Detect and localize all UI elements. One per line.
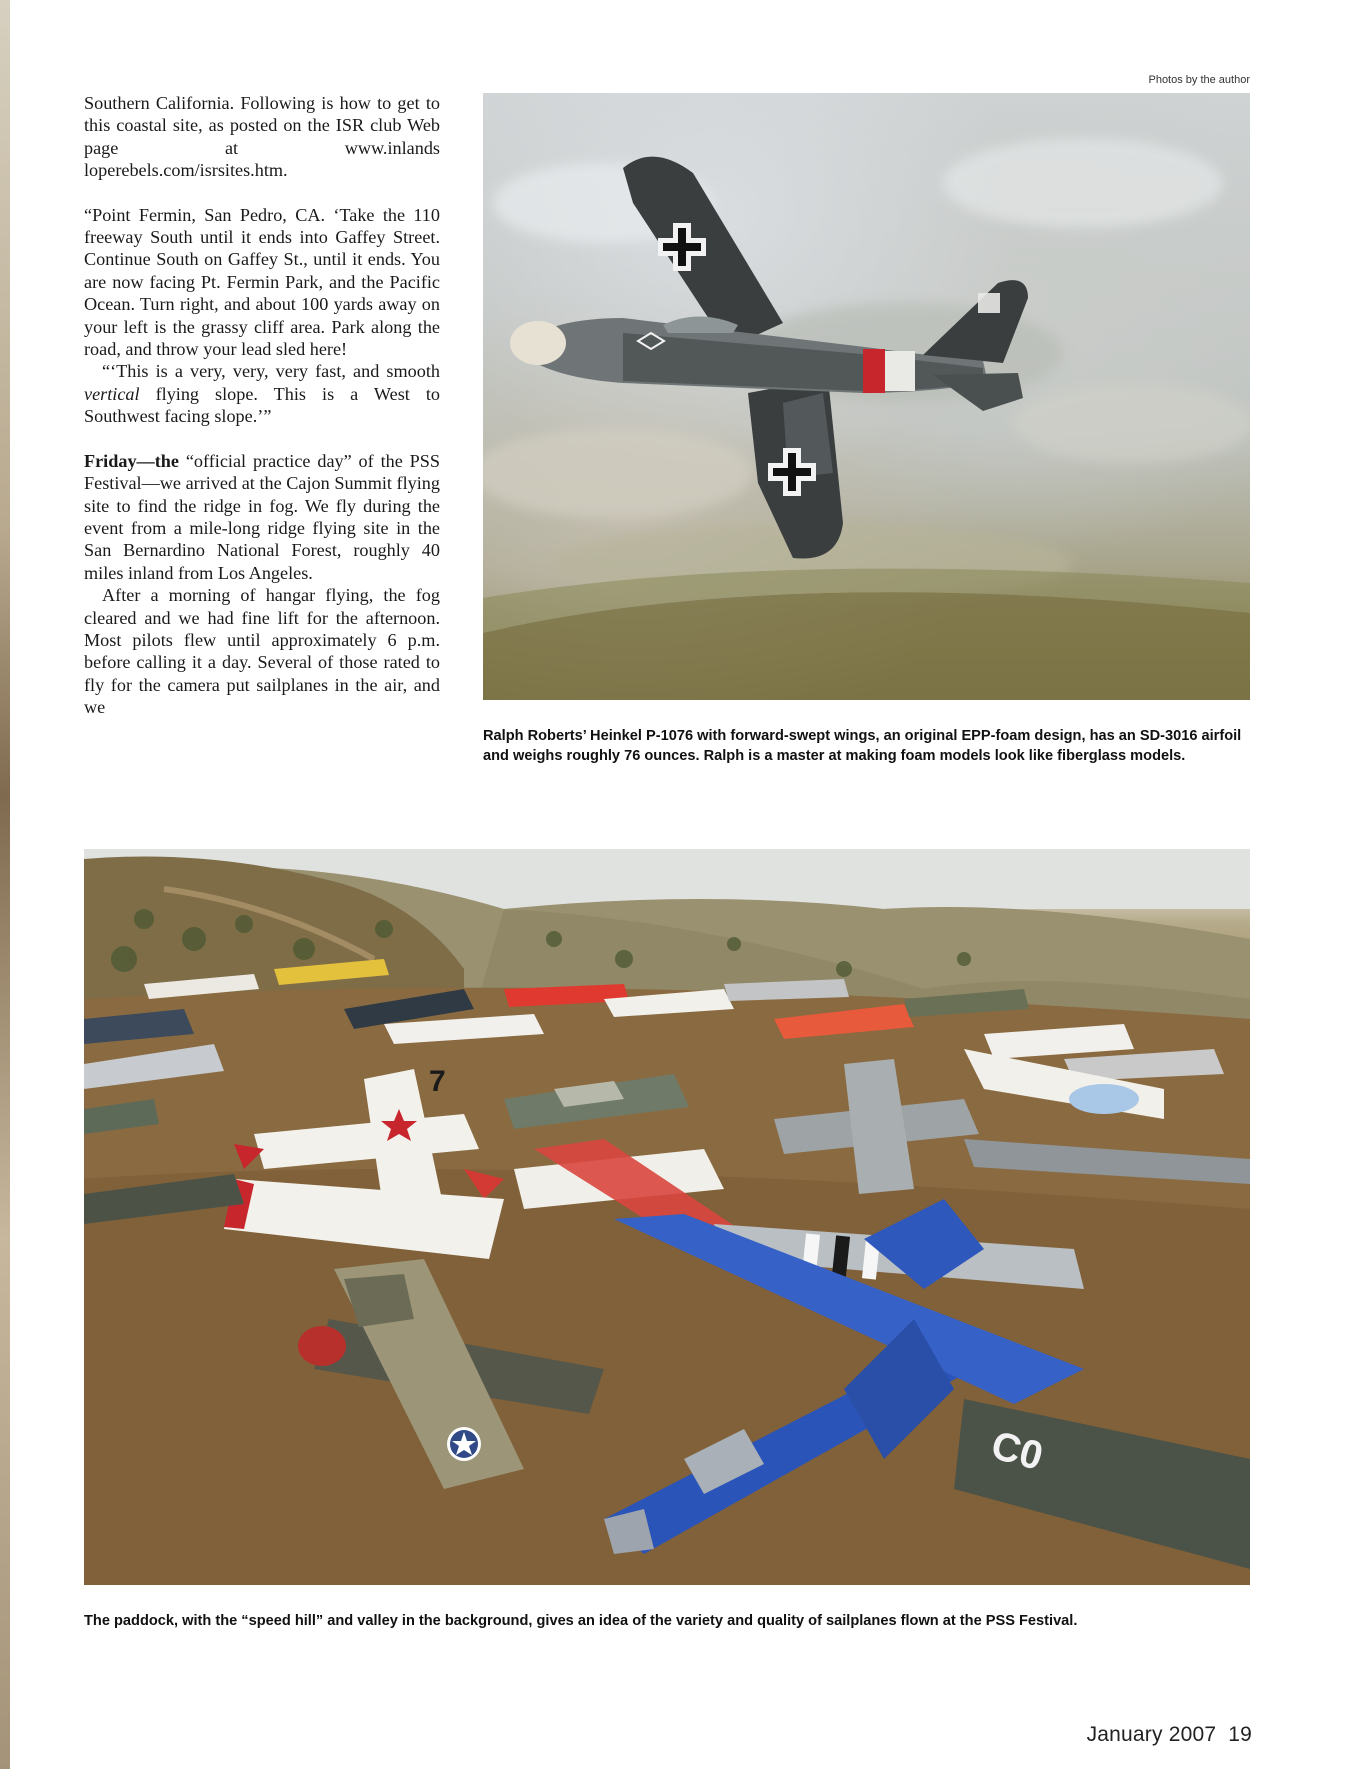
paragraph-afternoon: After a morning of hangar flying, the fog cleared and we had fine lift for the afternoon. Most pilots flew until approximately 6 p.m. before calling it a day. Several of those rated to fly for the camera put sailplanes in the air, and we (84, 585, 440, 718)
paragraph-quote-slope (84, 360, 440, 427)
photo-credit: Photos by the author (1148, 74, 1250, 86)
paddock-illustration (84, 849, 1250, 1585)
tail-code-label: C0 (986, 1423, 1048, 1479)
page-edge-strip (0, 0, 10, 1769)
paragraph-intro: Southern California. Following is how to get to this coastal site, as posted on the ISR club Web page at www.inlands loperebels.com/isrsites.htm. (84, 93, 440, 181)
friday-body: “official practice day” of the PSS Festival—we arrived at the Cajon Summit flying site to find the ridge in fog. We fly during the event from a mile-long ridge flying site in the San Bernardino National Forest, roughly 40 miles inland from Los Angeles. (84, 450, 440, 583)
photo-paddock (84, 849, 1250, 1585)
friday-lead: Friday—the (84, 450, 179, 471)
quote-emphasis: vertical (84, 383, 140, 404)
tail-marking (978, 293, 1000, 313)
quote-text-a: “‘This is a very, very, very fast, and smooth (102, 361, 440, 382)
heinkel-illustration (483, 93, 1250, 700)
issue-date: January 2007 (1086, 1723, 1217, 1746)
page-number: 19 (1228, 1723, 1252, 1746)
fuselage-red-band (863, 349, 885, 393)
photo-heinkel-in-flight (483, 93, 1250, 700)
page-footer (1087, 1723, 1252, 1747)
quote-text-b: flying slope. This is a West to Southwest facing slope.’” (84, 383, 440, 427)
paragraph-quote-directions: “Point Fermin, San Pedro, CA. ‘Take the 110 freeway South until it ends into Gaffey Street. Continue South on Gaffey St., until it ends. You are now facing Pt. Fermin Park, and the Pacific Ocean. Turn right, and about 100 yards away on your left is the grassy cliff area. Park along the road, and throw your lead sled here! (84, 204, 440, 360)
nose-cone (510, 321, 566, 365)
fuselage-white-band (885, 351, 915, 391)
photo1-caption: Ralph Roberts’ Heinkel P-1076 with forward-swept wings, an original EPP-foam design, has an SD-3016 airfoil and weighs roughly 76 ounces. Ralph is a master at making foam models look like fiberglass models. (483, 728, 1242, 764)
photo2-caption: The paddock, with the “speed hill” and valley in the background, gives an idea of the variety and quality of sailplanes flown at the PSS Festival. (84, 1613, 1078, 1629)
paragraph-friday (84, 450, 440, 584)
plane-number-seven: 7 (429, 1065, 446, 1098)
article-column (84, 92, 440, 719)
